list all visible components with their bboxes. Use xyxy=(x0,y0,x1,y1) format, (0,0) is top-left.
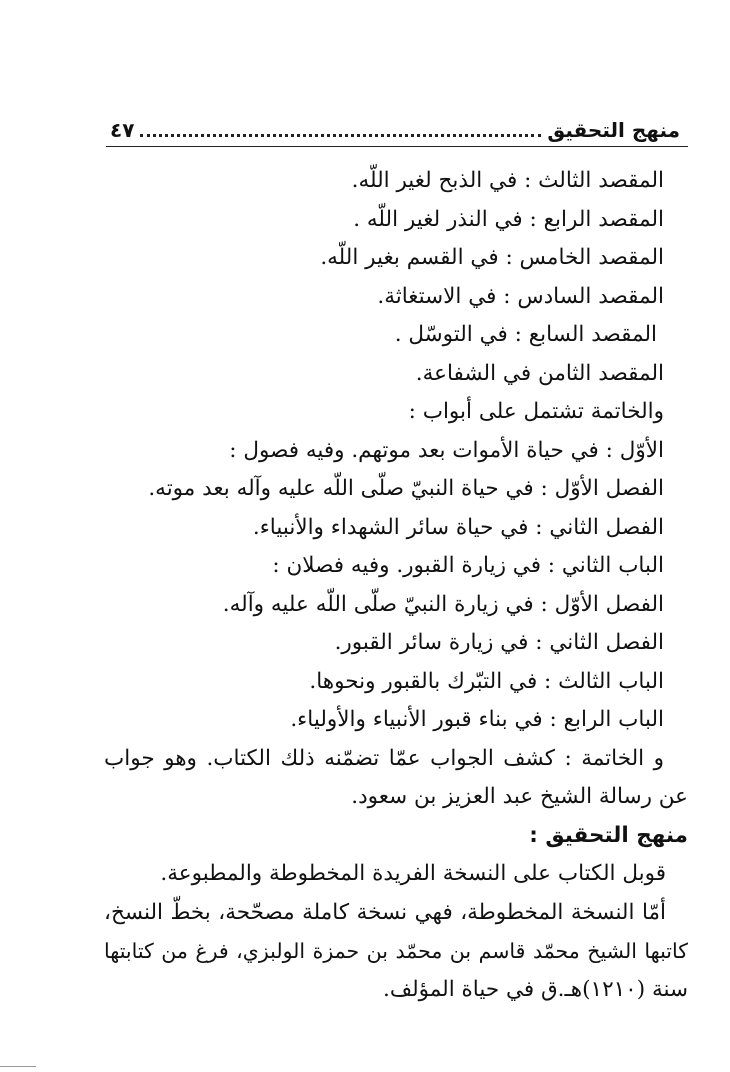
footer-mark xyxy=(0,1066,36,1067)
text-line: الباب الثاني : في زيارة القبور. وفيه فصلان : xyxy=(272,553,664,578)
text-line: و الخاتمة : كشف الجواب عمّا تضمّنه ذلك الكتاب. وهو جواب xyxy=(104,745,664,771)
text-line: المقصد الخامس : في القسم بغير اللّه. xyxy=(320,245,664,270)
running-header xyxy=(110,112,680,142)
text-line: أمّا النسخة المخطوطة، فهي نسخة كاملة مصحّحة، بخطّ النسخ، xyxy=(104,899,666,925)
dot-leader xyxy=(140,134,541,137)
section-heading: منهج التحقيق : xyxy=(529,822,688,848)
text-line: المقصد الثالث : في الذبح لغير اللّه. xyxy=(351,168,664,193)
text-line: المقصد الثامن في الشفاعة. xyxy=(415,360,664,386)
text-line: المقصد الرابع : في النذر لغير اللّه . xyxy=(353,206,664,232)
text-line: والخاتمة تشتمل على أبواب : xyxy=(408,399,664,424)
page-number: ٤٧ xyxy=(110,118,135,142)
header-title: منهج التحقيق xyxy=(547,118,680,142)
text-line: الباب الرابع : في بناء قبور الأنبياء والأولياء. xyxy=(290,707,664,732)
text-line: الفصل الأوّل : في زيارة النبيّ صلّى اللّه عليه وآله. xyxy=(222,591,664,617)
text-line: الباب الثالث : في التبّرك بالقبور ونحوها. xyxy=(309,668,664,694)
text-line: قوبل الكتاب على النسخة الفريدة المخطوطة والمطبوعة. xyxy=(160,861,666,886)
text-line: الفصل الثاني : في حياة سائر الشهداء والأنبياء. xyxy=(252,514,664,540)
text-line: المقصد السادس : في الاستغاثة. xyxy=(377,283,664,309)
text-line: الفصل الأوّل : في حياة النبيّ صلّى اللّه عليه وآله بعد موته. xyxy=(148,476,664,501)
text-line: المقصد السابع : في التوسّل . xyxy=(394,322,657,347)
header-rule xyxy=(106,146,688,147)
text-line: الأوّل : في حياة الأموات بعد موتهم. وفيه فصول : xyxy=(229,437,664,463)
text-line: عن رسالة الشيخ عبد العزيز بن سعود. xyxy=(351,784,688,809)
body-text xyxy=(104,162,688,1009)
text-line: الفصل الثاني : في زيارة سائر القبور. xyxy=(334,630,664,655)
text-line: سنة (١٢١٠)هـ.ق في حياة المؤلف. xyxy=(382,976,688,1002)
text-line: كاتبها الشيخ محمّد قاسم بن محمّد بن حمزة الولبزي، فرغ من كتابتها xyxy=(104,939,688,963)
